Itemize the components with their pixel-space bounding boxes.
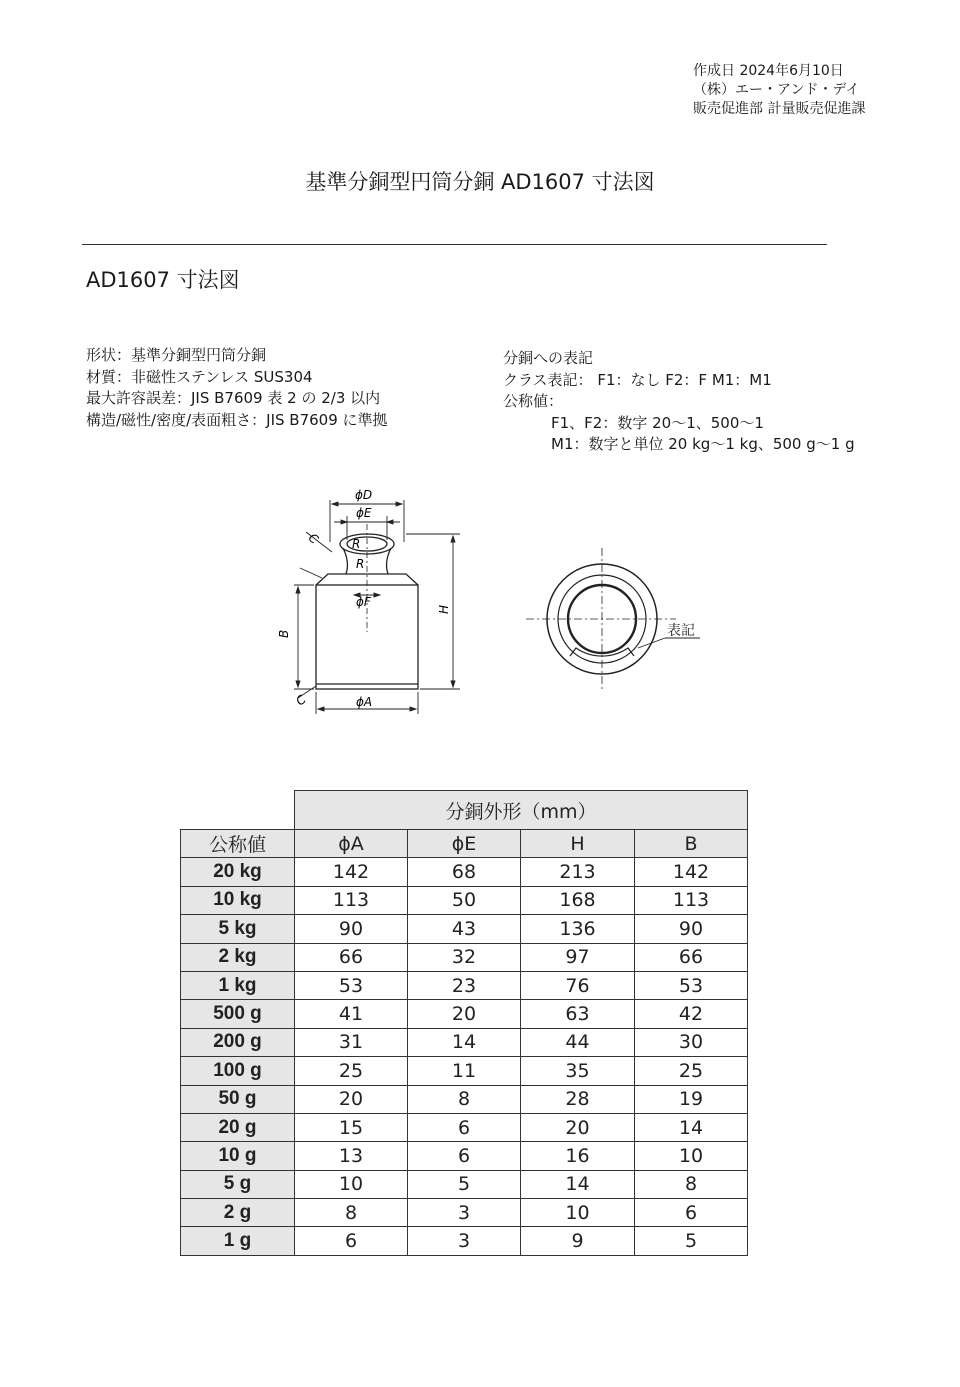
label-phi-f: ϕF [356,595,371,609]
cell-h: 168 [521,886,635,914]
spec-tolerance: 最大許容誤差：JIS B7609 表 2 の 2/3 以内 [86,389,381,407]
cell-h: 76 [521,971,635,999]
cell-b: 53 [635,971,748,999]
spec-standard: 構造/磁性/密度/表面粗さ：JIS B7609 に準拠 [86,410,388,429]
cell-phi-a: 13 [295,1142,408,1170]
label-phi-a: ϕA [356,695,373,709]
cell-h: 35 [521,1057,635,1085]
table-row [181,886,748,914]
table-row [181,1000,748,1028]
cell-phi-e: 6 [408,1142,521,1170]
cell-phi-e: 50 [408,886,521,914]
table-row [181,1028,748,1056]
marking-info [503,348,855,456]
document-title: 基準分銅型円筒分銅 AD1607 寸法図 [305,170,655,194]
cell-h: 9 [521,1227,635,1255]
cell-b: 30 [635,1028,748,1056]
row-nominal: 500 g [181,1000,295,1028]
cell-h: 213 [521,858,635,886]
cell-b: 142 [635,858,748,886]
cell-phi-e: 14 [408,1028,521,1056]
row-nominal: 20 kg [181,858,295,886]
table-row [181,1142,748,1170]
label-r-neck: R [356,557,365,571]
table-corner [181,791,295,830]
col-nominal: 公称値 [181,830,295,858]
cell-b: 66 [635,943,748,971]
marking-nominal-m: M1：数字と単位 20 kg～1 kg、500 g～1 g [551,435,855,453]
cell-h: 28 [521,1085,635,1113]
col-phi-e: ϕE [408,830,521,858]
cell-b: 90 [635,915,748,943]
spec-list [86,345,388,431]
cell-phi-e: 3 [408,1227,521,1255]
col-h: H [521,830,635,858]
row-nominal: 20 g [181,1113,295,1141]
col-phi-a: ϕA [295,830,408,858]
cell-phi-a: 53 [295,971,408,999]
label-h: H [437,604,451,614]
label-b: B [277,629,291,638]
cell-phi-a: 25 [295,1057,408,1085]
cell-phi-e: 3 [408,1199,521,1227]
row-nominal: 10 g [181,1142,295,1170]
cell-phi-a: 8 [295,1199,408,1227]
row-nominal: 1 kg [181,971,295,999]
cell-b: 19 [635,1085,748,1113]
cell-b: 25 [635,1057,748,1085]
row-nominal: 5 kg [181,915,295,943]
title-divider [82,244,827,245]
creation-date: 作成日 2024年6月10日 [693,63,844,79]
cell-phi-e: 20 [408,1000,521,1028]
label-c-top: C [305,530,322,547]
spec-shape: 形状：基準分銅型円筒分銅 [86,346,267,364]
cell-h: 14 [521,1170,635,1198]
row-nominal: 50 g [181,1085,295,1113]
label-phi-d: ϕD [355,488,373,502]
dimension-table [180,790,748,1256]
cell-h: 136 [521,915,635,943]
row-nominal: 1 g [181,1227,295,1255]
neck-left-curve [343,548,347,574]
dimension-drawing [270,482,710,722]
label-r-knob: R [352,537,361,551]
cell-phi-a: 10 [295,1170,408,1198]
table-row [181,1113,748,1141]
cell-h: 63 [521,1000,635,1028]
cell-phi-a: 20 [295,1085,408,1113]
cell-b: 5 [635,1227,748,1255]
row-nominal: 100 g [181,1057,295,1085]
company-name: （株）エー・アンド・デイ [693,82,860,98]
marking-nominal-heading: 公称値： [503,392,564,410]
cell-phi-e: 5 [408,1170,521,1198]
cell-phi-e: 23 [408,971,521,999]
table-row [181,858,748,886]
cell-phi-a: 113 [295,886,408,914]
cell-b: 6 [635,1199,748,1227]
row-nominal: 2 g [181,1199,295,1227]
cell-phi-e: 11 [408,1057,521,1085]
row-nominal: 2 kg [181,943,295,971]
cell-phi-e: 8 [408,1085,521,1113]
table-row [181,1057,748,1085]
cell-phi-a: 66 [295,943,408,971]
cell-h: 16 [521,1142,635,1170]
cell-phi-a: 142 [295,858,408,886]
neck-right-curve [387,548,391,574]
cell-h: 10 [521,1199,635,1227]
cell-phi-e: 6 [408,1113,521,1141]
cell-phi-a: 41 [295,1000,408,1028]
row-nominal: 200 g [181,1028,295,1056]
table-row [181,971,748,999]
document-meta [693,62,865,119]
cell-phi-e: 32 [408,943,521,971]
cell-phi-e: 43 [408,915,521,943]
cell-b: 8 [635,1170,748,1198]
cell-b: 42 [635,1000,748,1028]
section-title: AD1607 寸法図 [86,268,240,292]
row-nominal: 5 g [181,1170,295,1198]
cell-phi-a: 90 [295,915,408,943]
cell-h: 44 [521,1028,635,1056]
cell-b: 113 [635,886,748,914]
table-row [181,1170,748,1198]
marking-leader-line [638,638,665,648]
marking-label: 表記 [667,623,695,639]
spec-material: 材質：非磁性ステンレス SUS304 [86,367,313,386]
col-b: B [635,830,748,858]
cell-phi-e: 68 [408,858,521,886]
label-c-bottom: C [293,692,309,709]
table-row [181,1227,748,1255]
group-header: 分銅外形（mm） [295,791,748,830]
marking-class-line: クラス表記： F1：なし F2：F M1：M1 [503,370,772,389]
cell-b: 14 [635,1113,748,1141]
table-row [181,915,748,943]
table-row [181,1199,748,1227]
cell-phi-a: 31 [295,1028,408,1056]
table-row [181,1085,748,1113]
cell-h: 20 [521,1113,635,1141]
marking-heading: 分銅への表記 [503,349,594,367]
department-name: 販売促進部 計量販売促進課 [693,101,866,117]
cell-b: 10 [635,1142,748,1170]
table-row [181,943,748,971]
cell-phi-a: 6 [295,1227,408,1255]
cell-h: 97 [521,943,635,971]
label-phi-e: ϕE [356,506,372,520]
row-nominal: 10 kg [181,886,295,914]
marking-nominal-f: F1、F2：数字 20～1、500～1 [551,413,764,432]
cell-phi-a: 15 [295,1113,408,1141]
